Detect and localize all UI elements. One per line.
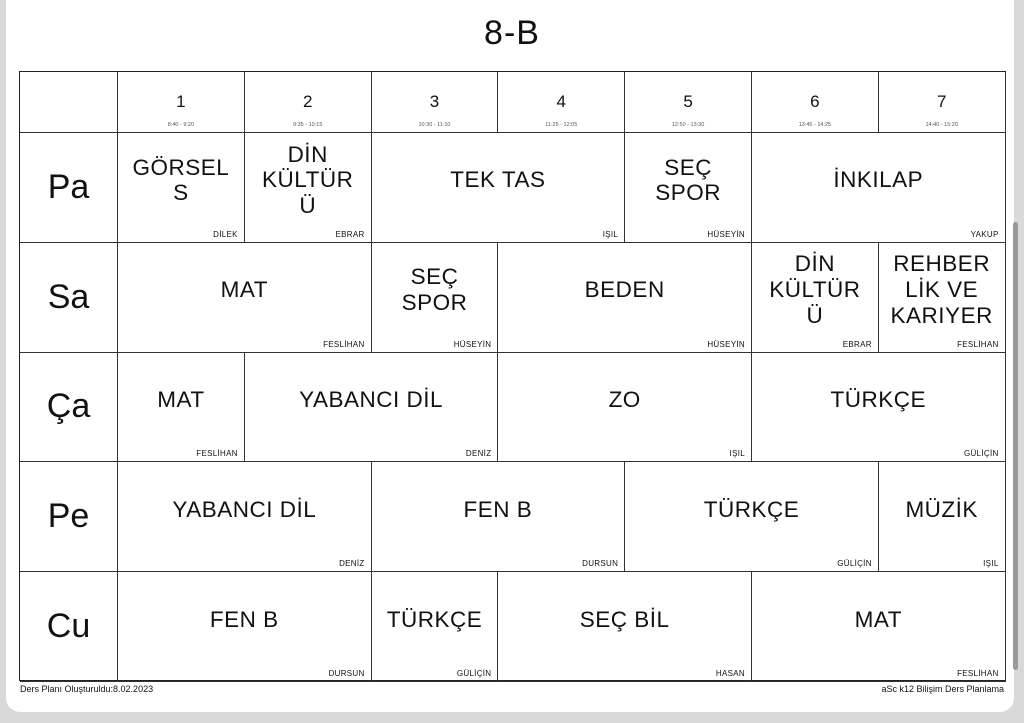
lesson-subject: YABANCI DİL bbox=[299, 387, 444, 413]
lesson-subject: TÜRKÇE bbox=[703, 496, 800, 522]
lesson-cell bbox=[498, 353, 752, 463]
lesson-subject: YABANCI DİL bbox=[172, 496, 317, 522]
lesson-teacher: DURSUN bbox=[582, 559, 619, 569]
period-time: 11:25 - 12:05 bbox=[545, 122, 578, 128]
software-credit-footer: aSc k12 Bilişim Ders Planlama bbox=[881, 684, 1004, 694]
lesson-teacher: IŞIL bbox=[983, 559, 999, 569]
lesson-teacher: GÜLİÇİN bbox=[456, 668, 492, 678]
lesson-subject: MAT bbox=[220, 277, 268, 303]
lesson-subject: TÜRKÇE bbox=[830, 387, 927, 413]
day-label-pa: Pa bbox=[20, 133, 118, 243]
lesson-cell bbox=[118, 572, 372, 682]
corner-cell bbox=[20, 72, 118, 133]
period-time: 12:50 - 13:30 bbox=[671, 122, 705, 128]
lesson-cell bbox=[879, 243, 1006, 353]
period-header-6 bbox=[752, 72, 879, 133]
lesson-teacher: IŞIL bbox=[602, 229, 619, 239]
lesson-cell bbox=[372, 133, 626, 243]
lesson-teacher: GÜLİÇİN bbox=[964, 449, 999, 459]
lesson-teacher: IŞIL bbox=[729, 449, 745, 459]
period-time: 8:40 - 9:20 bbox=[167, 122, 195, 128]
lesson-subject: BEDEN bbox=[584, 277, 665, 303]
lesson-subject: GÖRSEL S bbox=[132, 154, 230, 206]
lesson-teacher: HÜSEYİN bbox=[707, 229, 745, 239]
period-number: 2 bbox=[302, 92, 313, 111]
day-label-pe: Pe bbox=[20, 462, 118, 572]
lesson-subject: FEN B bbox=[209, 606, 279, 632]
lesson-cell bbox=[372, 243, 499, 353]
lesson-subject: DİN KÜLTÜR Ü bbox=[262, 141, 354, 219]
period-header-3 bbox=[372, 72, 499, 133]
day-label-cu: Cu bbox=[20, 572, 118, 682]
lesson-cell bbox=[752, 243, 879, 353]
period-time: 9:35 - 10:15 bbox=[293, 122, 323, 128]
lesson-subject: MÜZİK bbox=[905, 496, 978, 522]
lesson-subject: ZO bbox=[608, 387, 641, 413]
lesson-subject: FEN B bbox=[463, 496, 533, 522]
lesson-cell bbox=[118, 353, 245, 463]
lesson-teacher: HÜSEYİN bbox=[707, 339, 745, 349]
page-title: 8-B bbox=[484, 14, 540, 52]
lesson-teacher: EBRAR bbox=[335, 229, 365, 239]
lesson-cell bbox=[245, 133, 372, 243]
created-date-footer: Ders Planı Oluşturuldu:8.02.2023 bbox=[20, 684, 154, 694]
lesson-cell bbox=[625, 462, 879, 572]
lesson-subject: TEK TAS bbox=[450, 167, 546, 193]
lesson-subject: SEÇ SPOR bbox=[655, 154, 721, 206]
period-number: 3 bbox=[429, 92, 440, 111]
lesson-teacher: YAKUP bbox=[970, 229, 999, 239]
lesson-cell bbox=[118, 243, 372, 353]
lesson-cell bbox=[118, 462, 372, 572]
lesson-teacher: DENİZ bbox=[465, 449, 492, 459]
lesson-cell bbox=[752, 572, 1006, 682]
lesson-teacher: FESLİHAN bbox=[957, 339, 999, 349]
lesson-teacher: DENİZ bbox=[339, 559, 365, 569]
lesson-cell bbox=[625, 133, 752, 243]
day-label-ça: Ça bbox=[20, 353, 118, 463]
lesson-cell bbox=[245, 353, 499, 463]
lesson-teacher: DURSUN bbox=[328, 668, 365, 678]
lesson-teacher: HASAN bbox=[715, 668, 745, 678]
lesson-cell bbox=[498, 572, 752, 682]
lesson-teacher: DİLEK bbox=[213, 229, 238, 239]
period-header-1 bbox=[118, 72, 245, 133]
period-time: 14:40 - 15:20 bbox=[925, 122, 958, 128]
lesson-cell bbox=[879, 462, 1006, 572]
lesson-subject: MAT bbox=[157, 387, 205, 413]
lesson-teacher: FESLİHAN bbox=[323, 339, 365, 349]
period-header-4 bbox=[498, 72, 625, 133]
period-header-7 bbox=[879, 72, 1006, 133]
lesson-cell bbox=[372, 572, 499, 682]
period-header-5 bbox=[625, 72, 752, 133]
lesson-cell bbox=[498, 243, 752, 353]
lesson-cell bbox=[752, 133, 1006, 243]
period-number: 5 bbox=[683, 92, 693, 111]
vertical-scrollbar[interactable] bbox=[1013, 222, 1018, 670]
lesson-cell bbox=[372, 462, 626, 572]
lesson-subject: REHBER LİK VE KARIYER bbox=[890, 251, 993, 329]
lesson-teacher: FESLİHAN bbox=[957, 668, 999, 678]
lesson-teacher: EBRAR bbox=[842, 339, 872, 349]
period-number: 6 bbox=[810, 92, 820, 111]
lesson-subject: DİN KÜLTÜR Ü bbox=[769, 251, 861, 329]
lesson-subject: SEÇ SPOR bbox=[401, 264, 468, 316]
period-time: 10:30 - 11:10 bbox=[418, 122, 451, 128]
timetable-grid bbox=[19, 71, 1006, 681]
period-number: 4 bbox=[556, 92, 567, 111]
period-number: 7 bbox=[936, 92, 947, 111]
period-header-2 bbox=[245, 72, 372, 133]
day-label-sa: Sa bbox=[20, 243, 118, 353]
lesson-cell bbox=[752, 353, 1006, 463]
lesson-subject: SEÇ BİL bbox=[579, 606, 670, 632]
lesson-subject: MAT bbox=[854, 606, 902, 632]
lesson-teacher: FESLİHAN bbox=[196, 449, 238, 459]
period-number: 1 bbox=[176, 92, 186, 111]
lesson-cell bbox=[118, 133, 245, 243]
lesson-subject: İNKILAP bbox=[833, 167, 924, 193]
lesson-teacher: GÜLİÇİN bbox=[837, 559, 872, 569]
lesson-teacher: HÜSEYİN bbox=[453, 339, 492, 349]
lesson-subject: TÜRKÇE bbox=[386, 606, 483, 632]
period-time: 13:45 - 14:25 bbox=[798, 122, 832, 128]
